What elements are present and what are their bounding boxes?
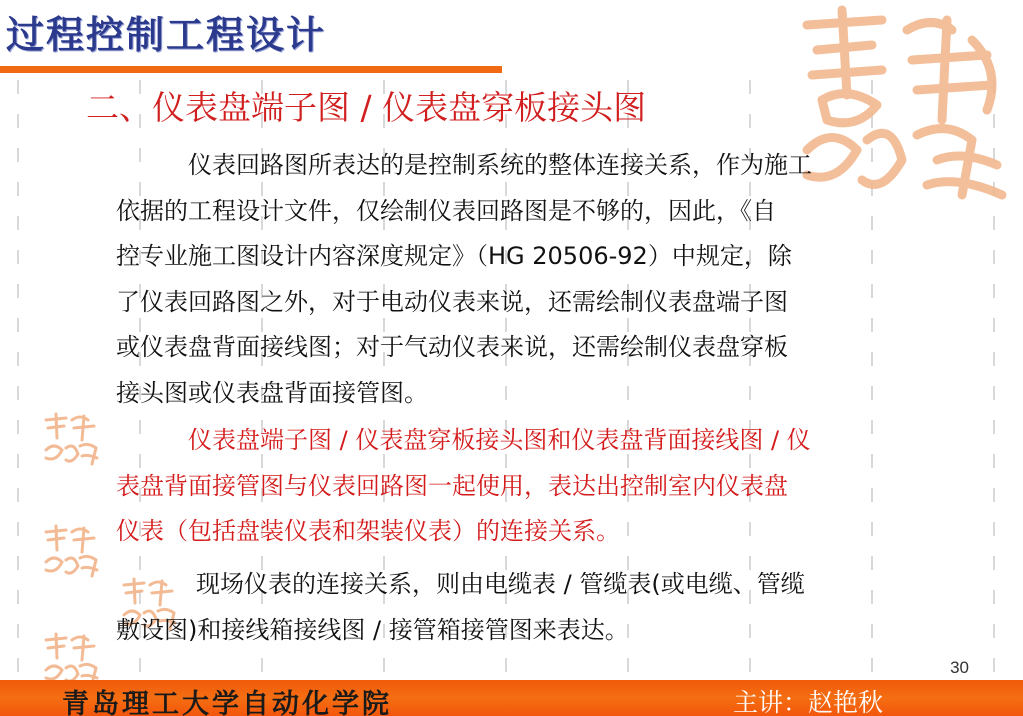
- paragraph-highlight: [116, 418, 946, 555]
- footer-school-name: 青岛理工大学自动化学院: [62, 689, 392, 716]
- small-seal-icon: [40, 522, 100, 582]
- text-line: 控专业施工图设计内容深度规定》（HG 20506-92）中规定，除: [116, 242, 792, 270]
- paragraph-field-instruments: [116, 562, 946, 653]
- section-title: 二、仪表盘端子图 / 仪表盘穿板接头图: [86, 88, 647, 127]
- text-line: 敷设图)和接线箱接线图 / 接管箱接管图来表达。: [116, 615, 629, 644]
- small-seal-icon: [40, 410, 100, 470]
- page-number: 30: [950, 658, 969, 677]
- text-line: 现场仪表的连接关系，则由电缆表 / 管缆表(或电缆、管缆: [196, 570, 805, 598]
- text-line: 表盘背面接管图与仪表回路图一起使用，表达出控制室内仪表盘: [116, 471, 788, 500]
- footer-speaker: 主讲：赵艳秋: [733, 688, 884, 716]
- text-line: 或仪表盘背面接线图；对于气动仪表来说，还需绘制仪表盘穿板: [116, 333, 788, 361]
- text-line: 仪表回路图所表达的是控制系统的整体连接关系，作为施工: [188, 151, 812, 179]
- text-line: 接头图或仪表盘背面接管图。: [116, 378, 428, 407]
- text-line: 依据的工程设计文件，仅绘制仪表回路图是不够的，因此，《自: [116, 196, 776, 225]
- text-line: 了仪表回路图之外，对于电动仪表来说，还需绘制仪表盘端子图: [116, 287, 788, 316]
- course-title: 过程控制工程设计: [6, 12, 327, 57]
- text-line: 仪表（包括盘装仪表和架装仪表）的连接关系。: [116, 517, 620, 545]
- paragraph-intro: [116, 143, 946, 416]
- header-divider: [0, 66, 502, 73]
- text-line: 仪表盘端子图 / 仪表盘穿板接头图和仪表盘背面接线图 / 仪: [188, 426, 811, 454]
